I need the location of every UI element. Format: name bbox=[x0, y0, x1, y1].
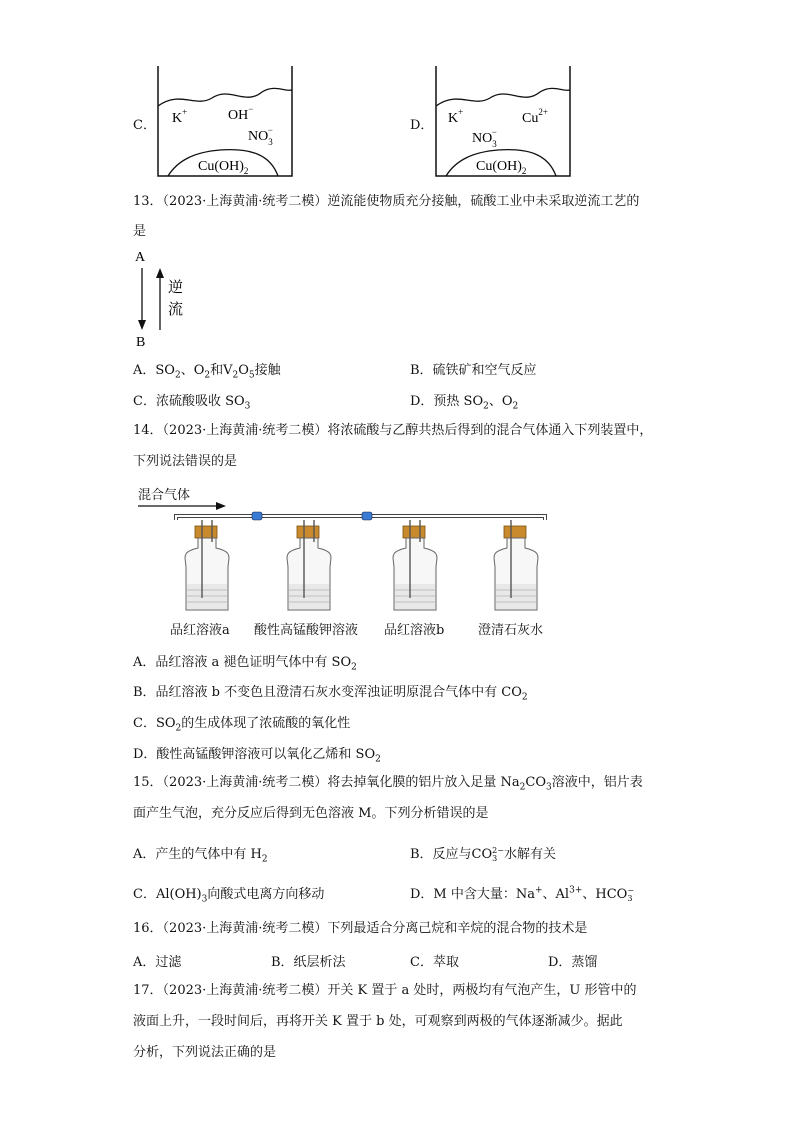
option-d-label: D． bbox=[410, 118, 434, 133]
q15-option-b[interactable]: B．反应与CO 2− 3 水解有关 bbox=[410, 845, 556, 863]
q16-option-c[interactable]: C．萃取 bbox=[410, 955, 459, 970]
counterflow-diagram bbox=[130, 246, 200, 350]
svg-text:逆: 逆 bbox=[168, 280, 184, 296]
q13-option-d[interactable]: D．预热 $SO_2$、$O_2$ bbox=[410, 394, 519, 412]
ion-cu: $Cu^{2+}$ bbox=[522, 107, 548, 126]
q17-stem-line3: 分析，下列说法正确的是 bbox=[133, 1045, 277, 1060]
ion-oh: OH− bbox=[228, 104, 254, 123]
bottle-label-2: 酸性高锰酸钾溶液 bbox=[254, 623, 359, 638]
q16-option-b[interactable]: B．纸层析法 bbox=[271, 955, 346, 970]
q13-stem-line2: 是 bbox=[133, 224, 147, 239]
q16-stem-line1: 16．（2023·上海黄浦·统考二模）下列最适合分离己烷和辛烷的混合物的技术是 bbox=[133, 921, 588, 936]
ion-k: K+ bbox=[172, 107, 188, 126]
bottle-label-3: 品红溶液b bbox=[384, 623, 445, 638]
q14-option-c[interactable]: C．$SO_2$的生成体现了浓硫酸的氧化性 bbox=[133, 716, 351, 734]
q16-option-d[interactable]: D．蒸馏 bbox=[548, 955, 598, 970]
q13-option-c[interactable]: C．浓硫酸吸收 $SO_3$ bbox=[133, 394, 251, 412]
q14-option-d[interactable]: D．酸性高锰酸钾溶液可以氧化乙烯和 $SO_2$ bbox=[133, 747, 381, 765]
ion-no3: $NO_3-$ bbox=[472, 127, 497, 149]
beaker-diagram-c bbox=[150, 62, 300, 182]
svg-text:B: B bbox=[136, 335, 146, 350]
bottle-label-1: 品红溶液a bbox=[170, 623, 230, 638]
q17-stem-line1: 17．（2023·上海黄浦·统考二模）开关 K 置于 a 处时，两极均有气泡产生，U 形管中的 bbox=[133, 983, 637, 998]
option-c-label: C． bbox=[133, 118, 156, 133]
q15-option-c[interactable]: C．$Al(OH)_3$向酸式电离方向移动 bbox=[133, 887, 325, 905]
precipitate-cuoh2: $Cu(OH)_2$ bbox=[198, 159, 249, 176]
q13-option-b[interactable]: B．硫铁矿和空气反应 bbox=[410, 363, 537, 378]
q14-option-a[interactable]: A．品红溶液 a 褪色证明气体中有 $SO_2$ bbox=[133, 655, 357, 673]
svg-text:A: A bbox=[135, 250, 146, 265]
mixed-gas-label: 混合气体 bbox=[138, 488, 191, 503]
beaker-diagram-d bbox=[428, 62, 578, 182]
precipitate-cuoh2: $Cu(OH)_2$ bbox=[476, 159, 527, 176]
q15-stem-line1: 15．（2023·上海黄浦·统考二模）将去掉氧化膜的铝片放入足量 $Na_2CO_3$溶液中，铝片表 bbox=[133, 775, 643, 793]
q13-option-a[interactable]: A．$SO_2$、$O_2$和$V_2O_5$接触 bbox=[133, 363, 281, 381]
q14-option-b[interactable]: B．品红溶液 b 不变色且澄清石灰水变浑浊证明原混合气体中有 $CO_2$ bbox=[133, 685, 528, 703]
q14-stem-line1: 14．（2023·上海黄浦·统考二模）将浓硫酸与乙醇共热后得到的混合气体通入下列装置中， bbox=[133, 423, 653, 438]
bottle-label-4: 澄清石灰水 bbox=[478, 623, 544, 638]
q14-stem-line2: 下列说法错误的是 bbox=[133, 454, 238, 469]
gas-washing-apparatus bbox=[130, 498, 570, 618]
q16-option-a[interactable]: A．过滤 bbox=[133, 955, 182, 970]
q15-option-d[interactable]: D．M 中含大量：Na+、$Al^{3+}$、HCO − 3 bbox=[410, 885, 635, 903]
q13-stem-line1: 13．（2023·上海黄浦·统考二模）逆流能使物质充分接触，硫酸工业中未采取逆流工艺的 bbox=[133, 194, 640, 209]
q15-stem-line2: 面产生气泡，充分反应后得到无色溶液 M。下列分析错误的是 bbox=[133, 806, 489, 821]
ion-k: K+ bbox=[448, 107, 464, 126]
q15-option-a[interactable]: A．产生的气体中有 $H_2$ bbox=[133, 847, 268, 865]
q17-stem-line2: 液面上升，一段时间后，再将开关 K 置于 b 处，可观察到两极的气体逐渐减少。据此 bbox=[133, 1014, 623, 1029]
ion-no3: $NO_3-$ bbox=[248, 125, 273, 147]
svg-text:流: 流 bbox=[168, 302, 184, 318]
